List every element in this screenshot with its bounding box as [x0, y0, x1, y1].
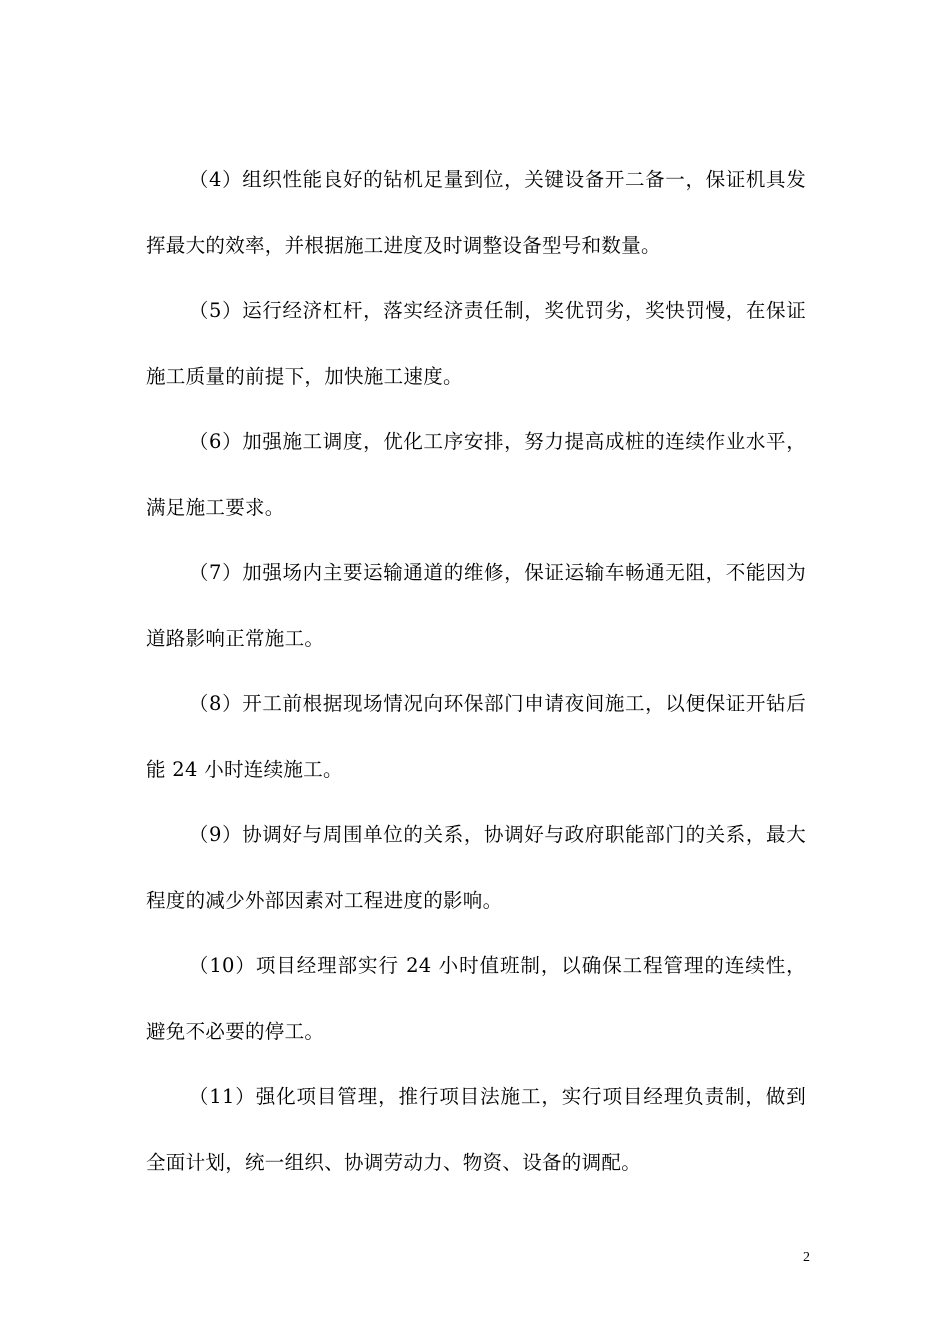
paragraph-11: （11）强化项目管理，推行项目法施工，实行项目经理负责制，做到全面计划，统一组织、协调劳动力、物资、设备的调配。 — [146, 1085, 806, 1174]
paragraph-6: （6）加强施工调度，优化工序安排，努力提高成桩的连续作业水平，满足施工要求。 — [146, 430, 806, 519]
page-number: 2 — [803, 1250, 810, 1265]
paragraph-4: （4）组织性能良好的钻机足量到位，关键设备开二备一，保证机具发挥最大的效率，并根据施工进度及时调整设备型号和数量。 — [146, 168, 806, 257]
paragraph-5: （5）运行经济杠杆，落实经济责任制，奖优罚劣，奖快罚慢，在保证施工质量的前提下，加快施工速度。 — [146, 299, 806, 388]
document-body — [146, 147, 806, 1195]
paragraph-10: （10）项目经理部实行 24 小时值班制，以确保工程管理的连续性，避免不必要的停工。 — [146, 954, 806, 1043]
paragraph-7: （7）加强场内主要运输通道的维修，保证运输车畅通无阻，不能因为道路影响正常施工。 — [146, 561, 806, 650]
paragraph-9: （9）协调好与周围单位的关系，协调好与政府职能部门的关系，最大程度的减少外部因素对工程进度的影响。 — [146, 823, 806, 912]
paragraph-8: （8）开工前根据现场情况向环保部门申请夜间施工，以便保证开钻后能 24 小时连续施工。 — [146, 692, 806, 781]
